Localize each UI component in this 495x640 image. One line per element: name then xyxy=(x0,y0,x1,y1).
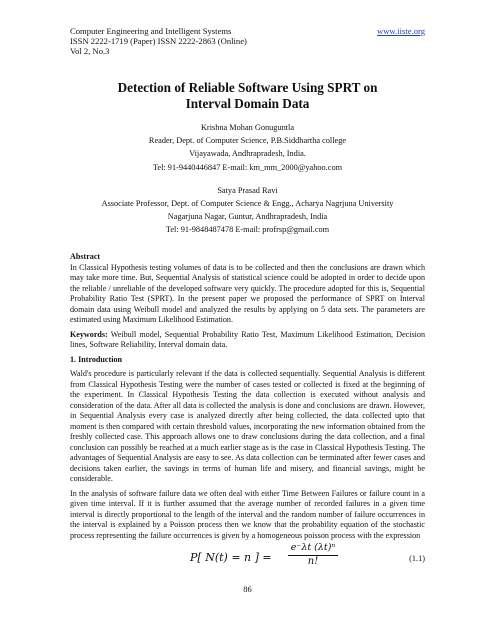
introduction-paragraph-1: Wald's procedure is particularly relevant if the data is collected sequentially. Sequential Analysis is different from Classical Hypothesis Testing were the number of cases tested or collected is fixed at the beginning of the experiment. In Classical Hypothesis Testing the data collection is executed without analysis and consideration of the data. After all data is collected the analysis is done and conclusions are drawn. However, in Sequential Analysis every case is analyzed directly after being collected, the data collected upto that moment is then compared with certain threshold values, incorporating the new information obtained from the freshly collected case. This approach allows one to draw conclusions during the data collection, and a final conclusion can possibly be reached at a much earlier stage as is the case in Classical Hypothesis Testing. The advantages of Sequential Analysis are easy to see. As data collection can be terminated after fewer cases and decisions taken earlier, the savings in terms of human life and misery, and financial savings, might be considerable. xyxy=(70,369,425,483)
author1-contact: Tel: 91-9440446847 E-mail: km_mm_2000@yahoo.com xyxy=(152,162,343,172)
keywords-paragraph xyxy=(70,330,425,351)
keywords-text: Weibull model, Sequential Probability Ratio Test, Maximum Likelihood Estimation, Decision lines, Software Reliability, Interval domain data. xyxy=(70,329,425,349)
journal-url-link[interactable]: www.iiste.org xyxy=(377,26,425,36)
title-line-2: Interval Domain Data xyxy=(185,96,310,111)
author1-name: Krishna Mohan Gonuguntla xyxy=(200,123,295,132)
page-number: 86 xyxy=(243,584,252,594)
equation-1-1 xyxy=(70,543,425,575)
journal-info xyxy=(70,26,247,56)
author1-affiliation: Reader, Dept. of Computer Science, P.B.Siddhartha college xyxy=(148,136,347,146)
author1-location: Vijayawada, Andhrapradesh, India. xyxy=(189,149,306,159)
introduction-heading: 1. Introduction xyxy=(70,354,123,364)
journal-volume: Vol 2, No.3 xyxy=(70,46,110,56)
paper-title xyxy=(70,80,425,112)
author-spacer xyxy=(70,174,425,184)
equation-fraction xyxy=(288,543,338,567)
paper-body xyxy=(70,252,425,575)
title-line-1: Detection of Reliable Software Using SPRT on xyxy=(117,80,378,95)
keywords-label: Keywords: xyxy=(70,329,108,339)
equation-number: (1.1) xyxy=(409,554,425,563)
author2-contact: Tel: 91-9848487478 E-mail: profrsp@gmail.com xyxy=(165,225,330,235)
author-block xyxy=(70,121,425,237)
equation-numerator: e⁻λt (λt)ⁿ xyxy=(288,543,338,556)
equation-lhs: P[ N(t) = n ] = xyxy=(190,551,272,564)
introduction-paragraph-2: In the analysis of software failure data we often deal with either Time Between Failures or failure count in a given time interval. If it is further assumed that the average number of recorded failures in a given time interval is directly proportional to the length of the interval and the random number of failure occurrences in the interval is explained by a Poisson process then we know that the probability equation of the stochastic process representing the failure occurrences is given by a homogeneous poisson process with the expression xyxy=(70,488,425,540)
journal-name: Computer Engineering and Intelligent Systems xyxy=(70,26,232,36)
author2-affiliation: Associate Professor, Dept. of Computer Science & Engg., Acharya Nagrjuna University xyxy=(101,199,394,209)
author2-name: Satya Prasad Ravi xyxy=(217,185,278,195)
abstract-heading: Abstract xyxy=(70,252,101,261)
equation-denominator: n! xyxy=(307,555,319,567)
author2-location: Nagarjuna Nagar, Guntur, Andhrapradesh, India xyxy=(167,212,328,222)
abstract-text: In Classical Hypothesis testing volumes of data is to be collected and then the conclusions are drawn which may take more time. But, Sequential Analysis of statistical science could be adopted in order to decide upon the reliable / unreliable of the developed software very quickly. The procedure adopted for this is, Sequential Probability Ratio Test (SPRT). In the present paper we proposed the performance of SPRT on Interval domain data using Weibull model and analyzed the results by applying on 5 data sets. The parameters are estimated using Maximum Likelihood Estimation. xyxy=(70,262,425,324)
journal-issn: ISSN 2222-1719 (Paper) ISSN 2222-2863 (Online) xyxy=(70,36,247,46)
